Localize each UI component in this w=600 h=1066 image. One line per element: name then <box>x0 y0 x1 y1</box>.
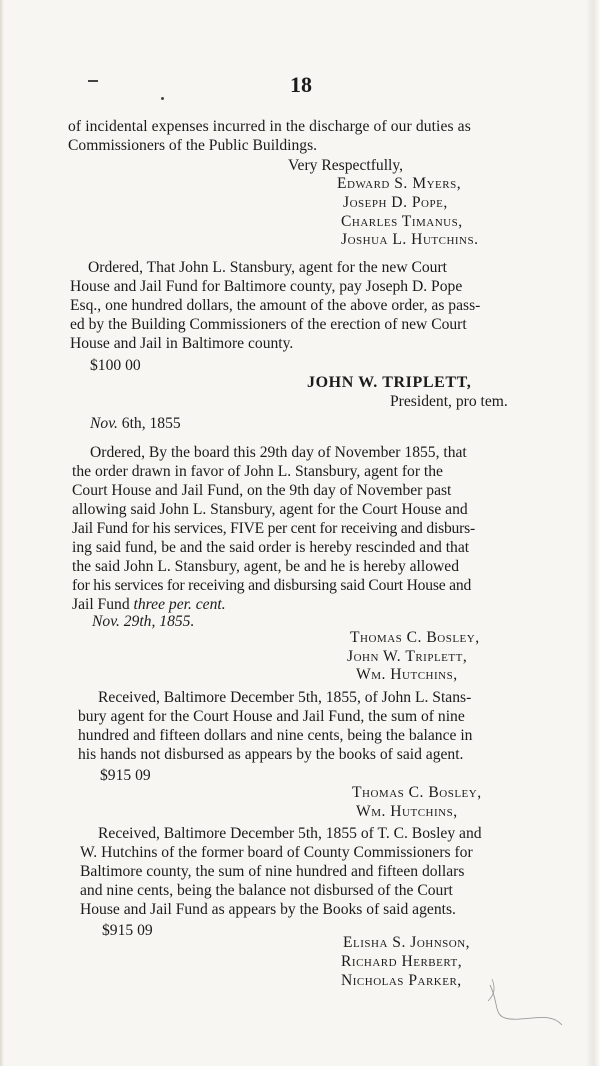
text-line: allowing said John L. Stansbury, agent for the Court House and <box>72 501 468 518</box>
text-line: Received, Baltimore December 5th, 1855 of T. C. Bosley and <box>98 825 482 842</box>
signatory: Thomas C. Bosley, <box>352 784 482 801</box>
date-line: Nov. 6th, 1855 <box>90 415 181 432</box>
text-line: Esq., one hundred dollars, the amount of the above order, as pass- <box>70 297 481 314</box>
text-line: House and Jail Fund for Baltimore county, pay Joseph D. Pope <box>70 278 463 295</box>
pen-flourish <box>470 965 570 1035</box>
text-line: ing said fund, be and the said order is hereby rescinded and that <box>72 539 470 556</box>
signatory: Wm. Hutchins, <box>356 803 458 820</box>
text-line: bury agent for the Court House and Jail Fund, the sum of nine <box>78 708 465 725</box>
signatory: Thomas C. Bosley, <box>350 629 480 646</box>
text-line: Court House and Jail Fund, on the 9th day of November past <box>72 482 452 499</box>
text-line: for his services for receiving and disbursing said Court House and <box>72 577 472 594</box>
italic-fragment: three per. cent. <box>133 596 226 613</box>
amount: $100 00 <box>90 357 141 374</box>
text-line: hundred and fifteen dollars and nine cents, being the balance in <box>78 727 473 744</box>
date-line: Nov. 29th, 1855. <box>92 613 195 630</box>
signatory: Richard Herbert, <box>341 953 463 970</box>
signatory: Wm. Hutchins, <box>356 666 458 683</box>
text-line: the order drawn in favor of John L. Stansbury, agent for the <box>72 463 443 480</box>
date-month: Nov. <box>90 415 118 432</box>
text-line: Jail Fund for his services, FIVE per cent for receiving and disburs- <box>72 520 475 537</box>
text-line: Received, Baltimore December 5th, 1855, of John L. Stans- <box>98 689 472 706</box>
signatory: Edward S. Myers, <box>337 175 462 192</box>
text-line: Commissioners of the Public Buildings. <box>68 137 318 154</box>
text-line: ed by the Building Commissioners of the erection of new Court <box>70 316 467 333</box>
text-line: the said John L. Stansbury, agent, be and he is hereby allowed <box>72 558 460 575</box>
page-right-edge <box>586 0 600 1066</box>
signatory: Joshua L. Hutchins. <box>341 231 479 248</box>
text-line: House and Jail in Baltimore county. <box>70 335 294 352</box>
signatory: Joseph D. Pope, <box>343 194 448 211</box>
text-line: House and Jail Fund as appears by the Books of said agents. <box>80 901 456 918</box>
amount: $915 09 <box>102 922 153 939</box>
text-line: Ordered, That John L. Stansbury, agent for the new Court <box>88 259 448 276</box>
amount: $915 09 <box>100 767 151 784</box>
signatory: Elisha S. Johnson, <box>343 934 471 951</box>
page-number: 18 <box>290 72 312 97</box>
page-left-edge <box>0 0 4 1066</box>
print-mark <box>161 97 164 100</box>
text-line: W. Hutchins of the former board of County Commissioners for <box>80 844 473 861</box>
signatory: Nicholas Parker, <box>341 972 462 989</box>
text-line: his hands not disbursed as appears by the books of said agent. <box>78 746 464 763</box>
text-line: and nine cents, being the balance not disbursed of the Court <box>80 882 453 899</box>
text-line: Ordered, By the board this 29th day of November 1855, that <box>90 444 467 461</box>
text-fragment: Jail Fund <box>72 596 130 613</box>
signatory: Charles Timanus, <box>341 213 463 230</box>
text-line: Baltimore county, the sum of nine hundred and fifteen dollars <box>80 863 465 880</box>
print-mark <box>88 80 98 82</box>
signatory: John W. Triplett, <box>347 648 468 665</box>
signer-name: JOHN W. TRIPLETT, <box>307 374 472 391</box>
letter-closing: Very Respectfully, <box>288 157 404 174</box>
signer-title: President, pro tem. <box>390 393 508 410</box>
text-line: of incidental expenses incurred in the discharge of our duties as <box>68 118 471 135</box>
